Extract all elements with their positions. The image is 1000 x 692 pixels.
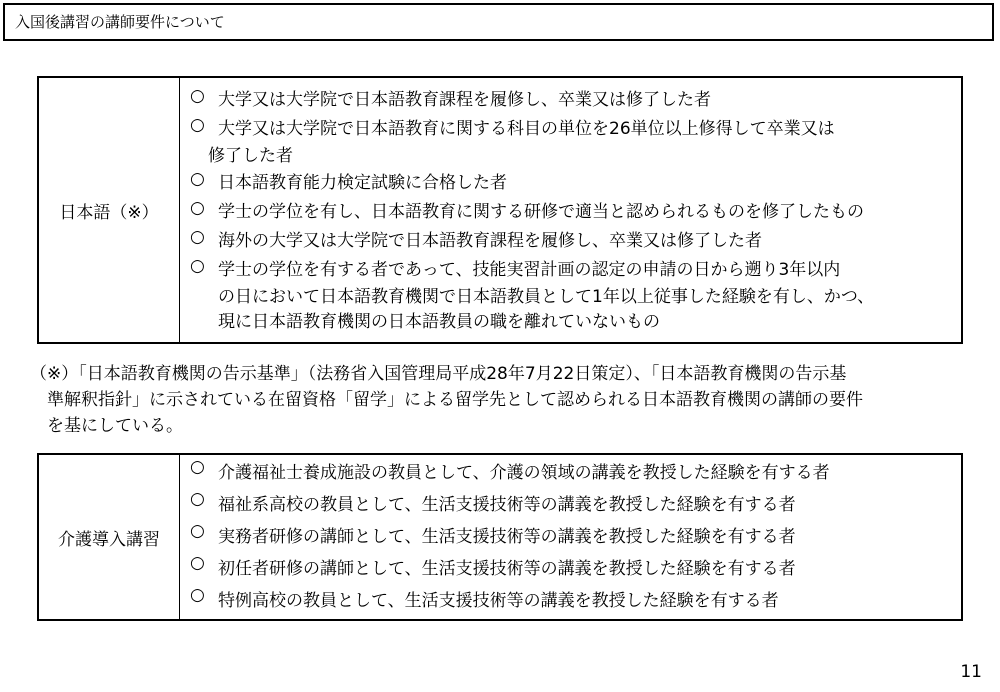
- list-item: ○ 海外の大学又は大学院で日本語教育課程を履修し、卒業又は修了した者: [180, 227, 961, 256]
- list-item: ○ 福祉系高校の教員として、生活支援技術等の講義を教授した経験を有する者: [180, 489, 961, 521]
- list-item-continuation: の日において日本語教育機関で日本語教員として1年以上従事した経験を有し、かつ、: [218, 286, 875, 307]
- list-item-continuation: 修了した者: [208, 145, 293, 166]
- category-care-training: 介護導入講習: [38, 454, 180, 620]
- circle-icon: ○: [190, 255, 205, 276]
- circle-icon: ○: [190, 489, 205, 509]
- circle-icon: ○: [190, 585, 205, 605]
- list-item: ○ 実務者研修の講師として、生活支援技術等の講義を教授した経験を有する者: [180, 521, 961, 553]
- care-training-requirements-list: [180, 454, 963, 620]
- list-item: ○ 介護福祉士養成施設の教員として、介護の領域の講義を教授した経験を有する者: [180, 457, 961, 489]
- care-training-requirements-table: [37, 453, 963, 621]
- list-item: ○ 特例高校の教員として、生活支援技術等の講義を教授した経験を有する者: [180, 585, 961, 617]
- circle-icon: ○: [190, 521, 205, 541]
- list-item: ○ 日本語教育能力検定試験に合格した者: [180, 169, 961, 198]
- circle-icon: ○: [190, 197, 205, 218]
- list-item: ○ 学士の学位を有する者であって、技能実習計画の認定の申請の日から遡り3年以内: [180, 256, 961, 285]
- list-item: ○ 大学又は大学院で日本語教育課程を履修し、卒業又は修了した者: [180, 86, 961, 115]
- japanese-requirements-table: [37, 76, 963, 344]
- circle-icon: ○: [190, 553, 205, 573]
- list-item: ○ 初任者研修の講師として、生活支援技術等の講義を教授した経験を有する者: [180, 553, 961, 585]
- page-number: 11: [960, 662, 982, 682]
- list-item: ○ 学士の学位を有し、日本語教育に関する研修で適当と認められるものを修了したもの: [180, 198, 961, 227]
- circle-icon: ○: [190, 457, 205, 477]
- circle-icon: ○: [190, 114, 205, 135]
- circle-icon: ○: [190, 168, 205, 189]
- japanese-requirements-list: [180, 77, 963, 343]
- footnote: （※）「日本語教育機関の告示基準」（法務省入国管理局平成28年7月22日策定）、「日本語教育機関の告示基 準解釈指針」に示されている在留資格「留学」による留学先として認められる日本語教育機関の講師の要件 を基にしている。: [30, 364, 863, 436]
- category-japanese: 日本語（※）: [38, 77, 180, 343]
- list-item-continuation: 現に日本語教育機関の日本語教員の職を離れていないもの: [218, 311, 660, 332]
- circle-icon: ○: [190, 226, 205, 247]
- page-title: 入国後講習の講師要件について: [3, 3, 994, 41]
- list-item: ○ 大学又は大学院で日本語教育に関する科目の単位を26単位以上修得して卒業又は: [180, 115, 961, 144]
- circle-icon: ○: [190, 85, 205, 106]
